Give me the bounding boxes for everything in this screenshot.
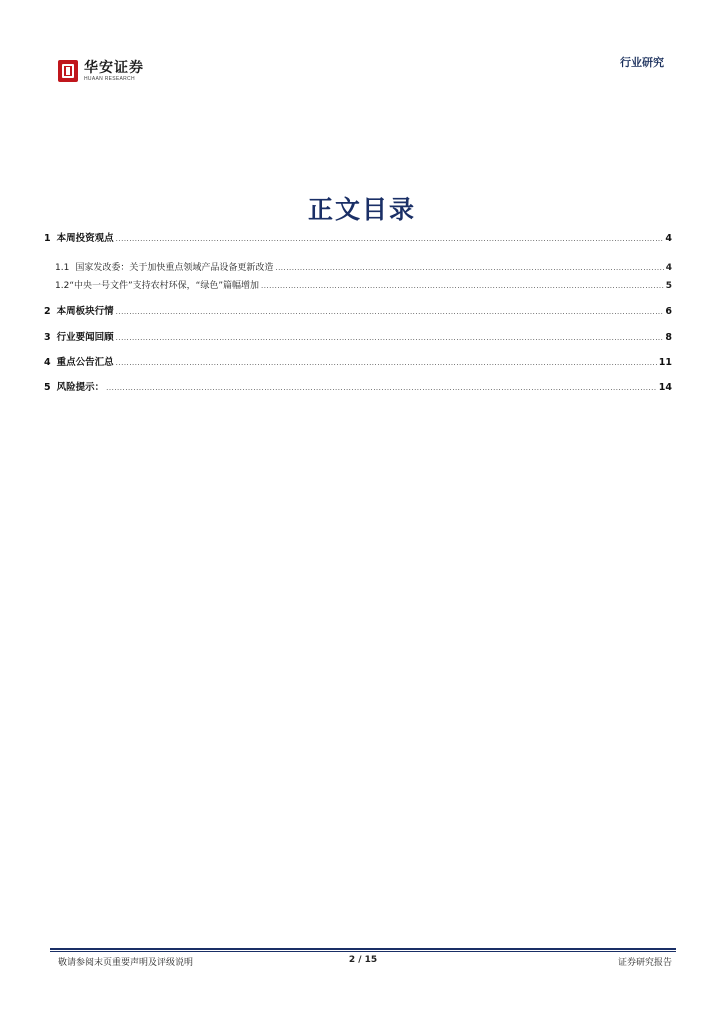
toc-page-number: 6 [665,306,672,317]
toc-entry-1-2[interactable] [44,280,672,292]
toc-leader [106,382,657,394]
toc-title: 本周投资观点 [56,233,114,244]
toc-page-number: 14 [658,382,672,393]
toc-number: 1 [44,233,51,244]
toc-title: 行业要闻回顾 [56,332,114,343]
toc-page-number: 4 [665,233,672,244]
page-footer [50,955,676,969]
toc-title: 国家发改委：关于加快重点领域产品设备更新改造 [75,263,274,273]
toc-leader [116,357,657,369]
toc-number: 5 [44,382,51,393]
toc-entry-4[interactable] [44,357,672,369]
toc-entry-1[interactable] [44,233,672,245]
page-number: 2 / 15 [348,955,378,965]
footer-report-type: 证券研究报告 [617,958,672,968]
toc-number: 1.2 [55,281,70,291]
toc-number: 2 [44,306,51,317]
seal-icon [58,60,78,82]
toc-page-number: 5 [665,281,672,291]
toc-leader [116,306,664,318]
footer-divider-thin [50,951,676,952]
toc-leader [261,280,664,292]
toc-title: 风险提示： [56,382,105,393]
footer-divider [50,948,676,950]
toc-entry-2[interactable] [44,306,672,318]
toc-page-number: 8 [665,332,672,343]
toc-title: 本周板块行情 [56,306,114,317]
logo-name-cn: 华安证券 [84,59,144,76]
toc-leader [116,233,664,245]
toc-leader [275,262,663,274]
company-logo [58,58,144,84]
toc-number: 4 [44,357,51,368]
toc-page-number: 4 [665,263,672,273]
page-title: 正文目录 [307,195,416,224]
table-of-contents [44,233,672,394]
toc-entry-3[interactable] [44,332,672,344]
toc-entry-1-1[interactable] [44,262,672,274]
report-category: 行业研究 [620,56,664,69]
toc-leader [116,332,664,344]
toc-number: 3 [44,332,51,343]
toc-title: “中央一号文件”支持农村环保，“绿色”篇幅增加 [69,281,259,291]
toc-page-number: 11 [658,357,672,368]
footer-disclaimer: 敬请参阅末页重要声明及评级说明 [58,958,194,968]
toc-number: 1.1 [55,263,70,273]
toc-entry-5[interactable] [44,382,672,394]
toc-title: 重点公告汇总 [56,357,114,368]
logo-name-en: HUAAN RESEARCH [84,75,135,82]
